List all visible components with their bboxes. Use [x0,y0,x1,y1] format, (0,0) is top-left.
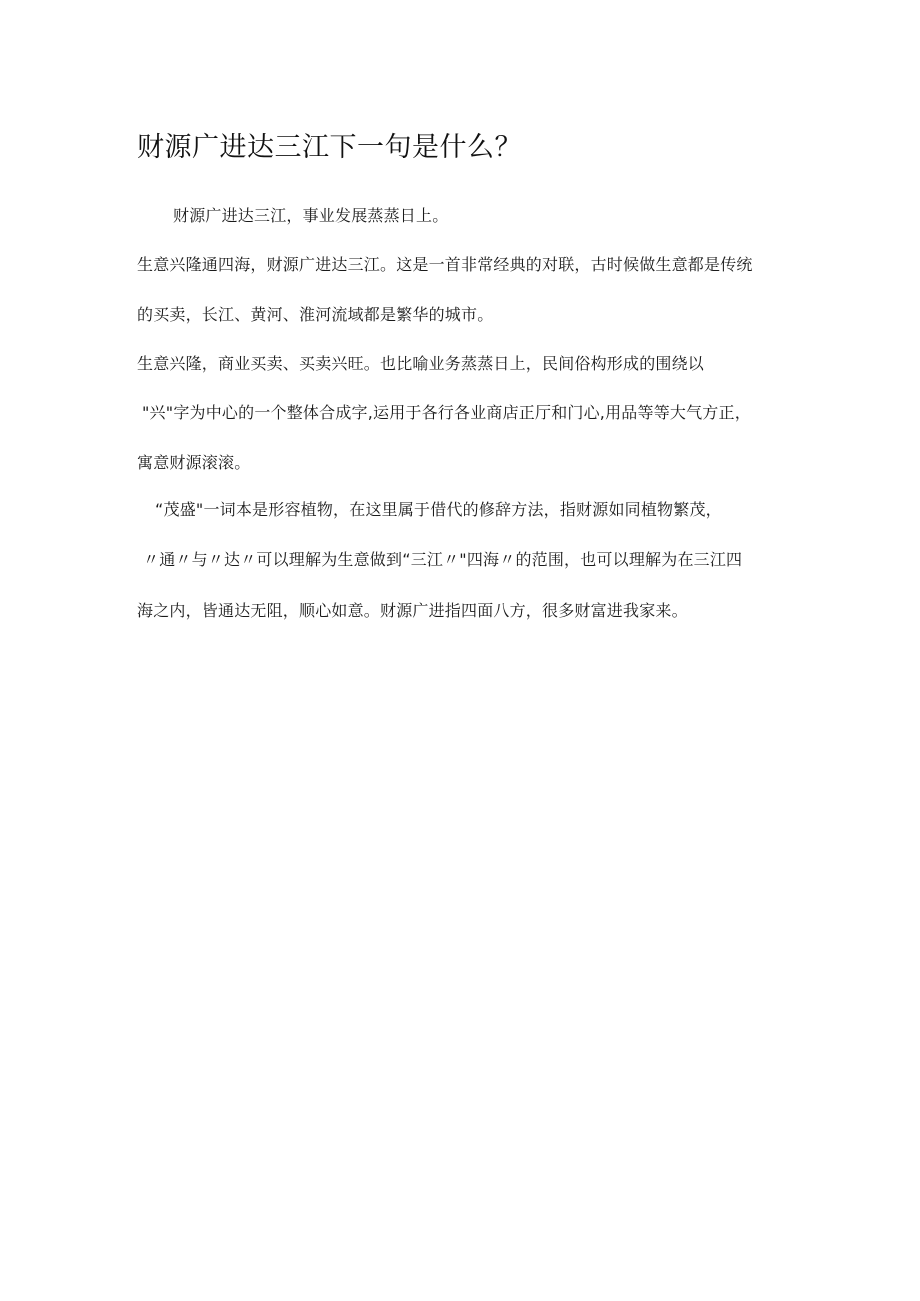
paragraph-line: 生意兴隆，商业买卖、买卖兴旺。也比喻业务蒸蒸日上，民间俗构形成的围绕以 [137,354,705,373]
paragraph-line: 海之内，皆通达无阻，顺心如意。财源广进指四面八方，很多财富进我家来。 [137,601,688,620]
paragraph-line: 财源广进达三江，事业发展蒸蒸日上。 [173,206,449,225]
paragraph-line: "兴"字为中心的一个整体合成字,运用于各行各业商店正厅和门心,用品等等大气方正， [142,403,751,422]
paragraph-line: 的买卖，长江、黄河、淮河流域都是繁华的城市。 [137,305,494,324]
paragraph-line: “茂盛"一词本是形容植物，在这里属于借代的修辞方法，指财源如同植物繁茂， [155,500,722,519]
paragraph-line: 寓意财源滚滚。 [137,453,251,472]
page-title: 财源广进达三江下一句是什么？ [137,132,522,163]
paragraph-line: 〃通〃与〃达〃可以理解为生意做到“三江〃"四海〃的范围，也可以理解为在三江四 [143,550,743,569]
paragraph-line: 生意兴隆通四海，财源广进达三江。这是一首非常经典的对联，古时候做生意都是传统 [137,255,753,274]
